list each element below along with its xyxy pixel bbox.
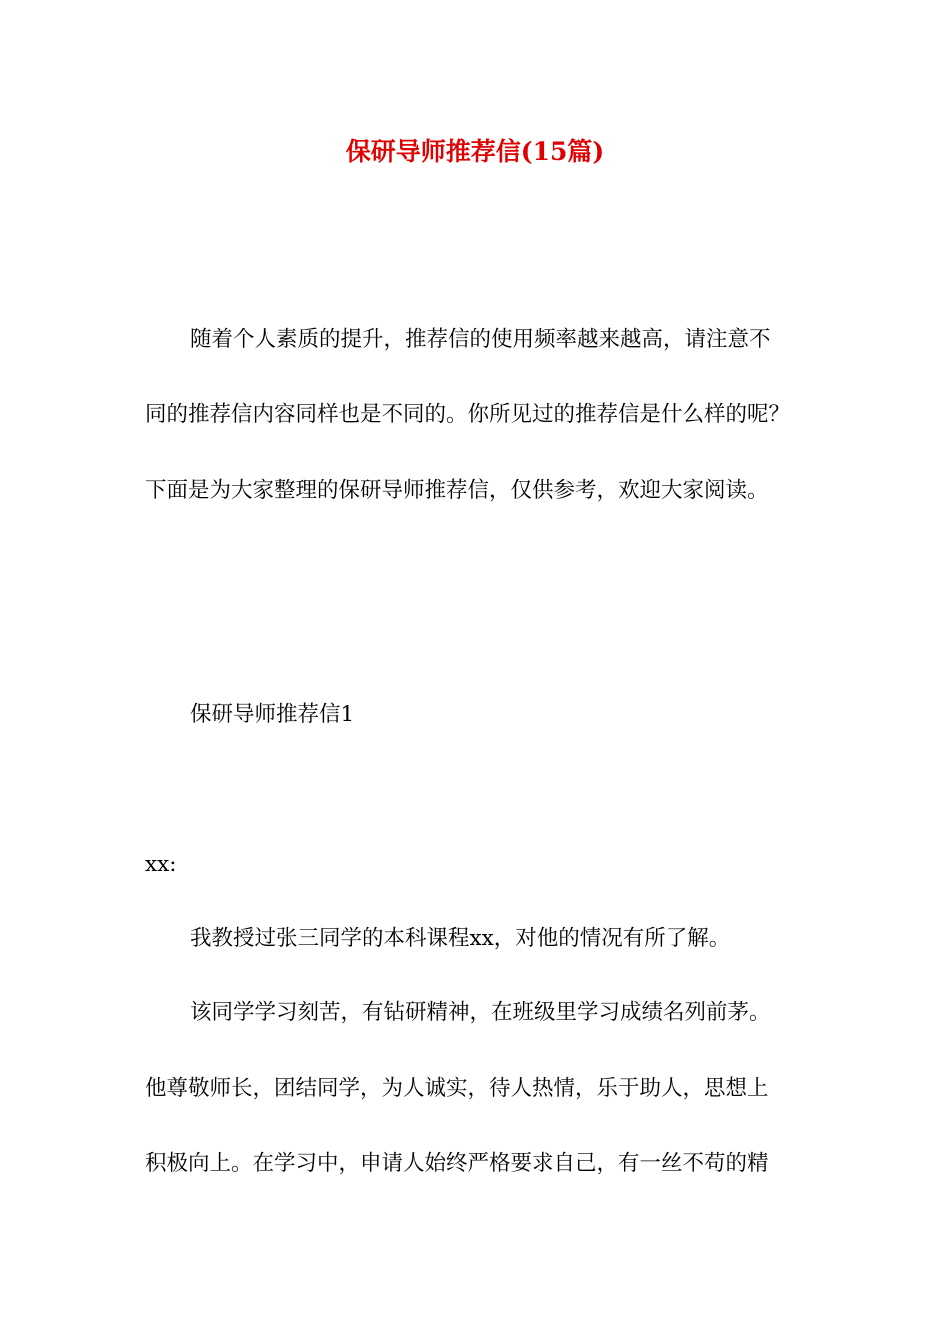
salutation: xx: bbox=[145, 852, 177, 877]
body-line-4: 积极向上。在学习中，申请人始终严格要求自己，有一丝不苟的精 bbox=[145, 1151, 769, 1176]
body-line-1: 我教授过张三同学的本科课程xx，对他的情况有所了解。 bbox=[190, 926, 731, 951]
section-heading: 保研导师推荐信1 bbox=[190, 702, 355, 727]
body-line-2: 该同学学习刻苦，有钻研精神，在班级里学习成绩名列前茅。 bbox=[190, 1000, 771, 1025]
intro-line-2: 同的推荐信内容同样也是不同的。你所见过的推荐信是什么样的呢？ bbox=[145, 402, 791, 427]
document-title: 保研导师推荐信(15篇) bbox=[345, 137, 605, 166]
intro-line-3: 下面是为大家整理的保研导师推荐信，仅供参考，欢迎大家阅读。 bbox=[145, 478, 769, 503]
body-line-3: 他尊敬师长，团结同学，为人诚实，待人热情，乐于助人，思想上 bbox=[145, 1076, 769, 1101]
intro-line-1: 随着个人素质的提升，推荐信的使用频率越来越高，请注意不 bbox=[190, 327, 771, 352]
